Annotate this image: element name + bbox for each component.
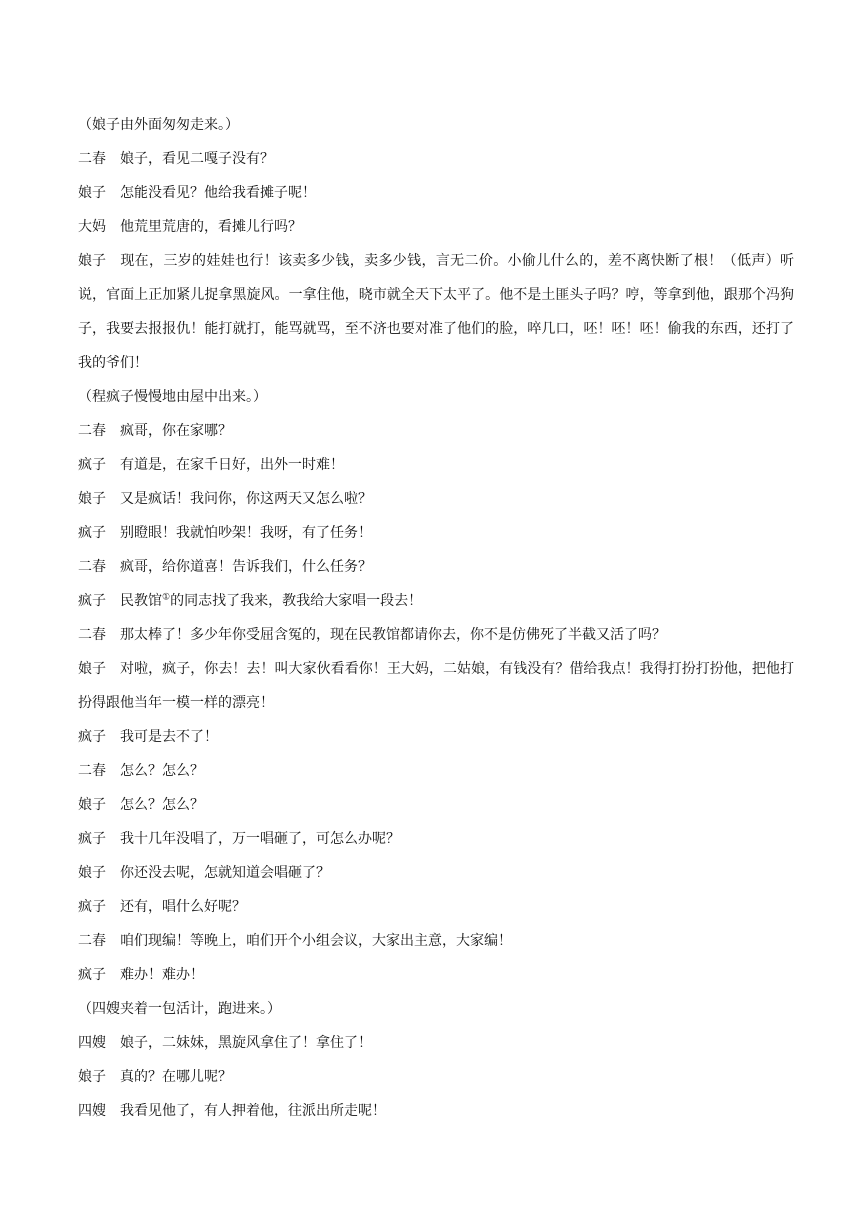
dialog-text: 有道是，在家千日好，出外一时难！ <box>120 457 344 473</box>
dialog-text: 咱们现编！等晚上，咱们开个小组会议，大家出主意，大家编！ <box>120 933 512 949</box>
speaker-name: 娘子 <box>78 1069 106 1085</box>
dialog-text-before-note: 民教馆 <box>120 593 162 609</box>
dialog-line <box>78 142 794 176</box>
dialog-text: 还有，唱什么好呢？ <box>120 899 246 915</box>
dialog-text: 疯哥，给你道喜！告诉我们，什么任务？ <box>120 559 372 575</box>
speaker-name: 娘子 <box>78 491 106 507</box>
dialog-text: 我可是去不了！ <box>120 729 218 745</box>
speaker-name: 娘子 <box>78 865 106 881</box>
dialog-text: 难办！难办！ <box>120 967 204 983</box>
dialog-text: 你还没去呢，怎就知道会唱砸了？ <box>120 865 330 881</box>
speaker-name: 娘子 <box>78 661 106 677</box>
speaker-name: 疯子 <box>78 831 106 847</box>
footnote-marker[interactable]: ① <box>162 592 171 603</box>
dialog-line <box>78 482 794 516</box>
dialog-line <box>78 618 794 652</box>
dialog-text: 娘子，二妹妹，黑旋风拿住了！拿住了！ <box>120 1035 372 1051</box>
dialog-text: 又是疯话！我问你，你这两天又怎么啦？ <box>120 491 372 507</box>
dialog-line <box>78 856 794 890</box>
speaker-name: 二春 <box>78 763 106 779</box>
speaker-name: 娘子 <box>78 185 106 201</box>
speaker-name: 疯子 <box>78 729 106 745</box>
stage-direction: （四嫂夹着一包活计，跑进来。） <box>78 1001 281 1017</box>
speaker-name: 疯子 <box>78 457 106 473</box>
dialog-text: 真的？在哪儿呢？ <box>120 1069 232 1085</box>
dialog-line <box>78 958 794 992</box>
dialog-line <box>78 516 794 550</box>
dialog-line <box>78 1060 794 1094</box>
dialog-text: 我十几年没唱了，万一唱砸了，可怎么办呢？ <box>120 831 400 847</box>
speaker-name: 娘子 <box>78 253 106 269</box>
speaker-name: 二春 <box>78 933 106 949</box>
dialog-line <box>78 788 794 822</box>
dialog-text: 对啦，疯子，你去！去！叫大家伙看看你！王大妈，二姑娘，有钱没有？借给我点！我得打扮打扮他，把他打扮得跟他当年一模一样的漂亮！ <box>78 661 794 711</box>
dialog-text: 疯哥，你在家哪？ <box>120 423 232 439</box>
dialog-text-after-note: 的同志找了我来，教我给大家唱一段去！ <box>170 593 423 609</box>
dialog-text: 现在，三岁的娃娃也行！该卖多少钱，卖多少钱，言无二价。小偷儿什么的，差不离快断了根！（低声）听说，官面上正加紧儿捉拿黑旋风。一拿住他，晓市就全天下太平了。他不是土匪头子吗？哼，等拿到他，跟那个冯狗子，我要去报报仇！能打就打，能骂就骂，至不济也要对准了他们的脸，啐几口，呸！呸！呸！偷我的东西，还打了我的爷们！ <box>78 253 794 371</box>
dialog-line <box>78 176 794 210</box>
dialog-line <box>78 924 794 958</box>
dialog-line <box>78 584 794 618</box>
dialog-text: 别瞪眼！我就怕吵架！我呀，有了任务！ <box>120 525 372 541</box>
speaker-name: 疯子 <box>78 525 106 541</box>
speaker-name: 疯子 <box>78 967 106 983</box>
dialog-line <box>78 550 794 584</box>
dialog-line <box>78 1094 794 1128</box>
dialog-line <box>78 822 794 856</box>
dialog-text: 娘子，看见二嘎子没有？ <box>120 151 274 167</box>
dialog-line <box>78 1026 794 1060</box>
speaker-name: 二春 <box>78 151 106 167</box>
speaker-name: 疯子 <box>78 899 106 915</box>
dialog-text: 怎么？怎么？ <box>120 763 204 779</box>
stage-direction: （程疯子慢慢地由屋中出来。） <box>78 389 267 405</box>
dialog-line <box>78 210 794 244</box>
dialog-line <box>78 414 794 448</box>
speaker-name: 大妈 <box>78 219 106 235</box>
script-text <box>78 108 794 1128</box>
speaker-name: 二春 <box>78 423 106 439</box>
dialog-line <box>78 754 794 788</box>
speaker-name: 二春 <box>78 559 106 575</box>
stage-direction: （娘子由外面匆匆走来。） <box>78 117 239 133</box>
dialog-text: 我看见他了，有人押着他，往派出所走呢！ <box>120 1103 386 1119</box>
dialog-line <box>78 448 794 482</box>
dialog-line <box>78 890 794 924</box>
speaker-name: 疯子 <box>78 593 106 609</box>
dialog-paragraph <box>78 244 794 380</box>
dialog-paragraph <box>78 652 794 720</box>
dialog-text: 他荒里荒唐的，看摊儿行吗？ <box>120 219 302 235</box>
dialog-text: 怎么？怎么？ <box>120 797 204 813</box>
speaker-name: 二春 <box>78 627 106 643</box>
speaker-name: 四嫂 <box>78 1103 106 1119</box>
speaker-name: 娘子 <box>78 797 106 813</box>
speaker-name: 四嫂 <box>78 1035 106 1051</box>
dialog-line <box>78 720 794 754</box>
dialog-text: 怎能没看见？他给我看摊子呢！ <box>120 185 316 201</box>
dialog-text: 那太棒了！多少年你受屈含冤的，现在民教馆都请你去，你不是仿佛死了半截又活了吗？ <box>120 627 666 643</box>
